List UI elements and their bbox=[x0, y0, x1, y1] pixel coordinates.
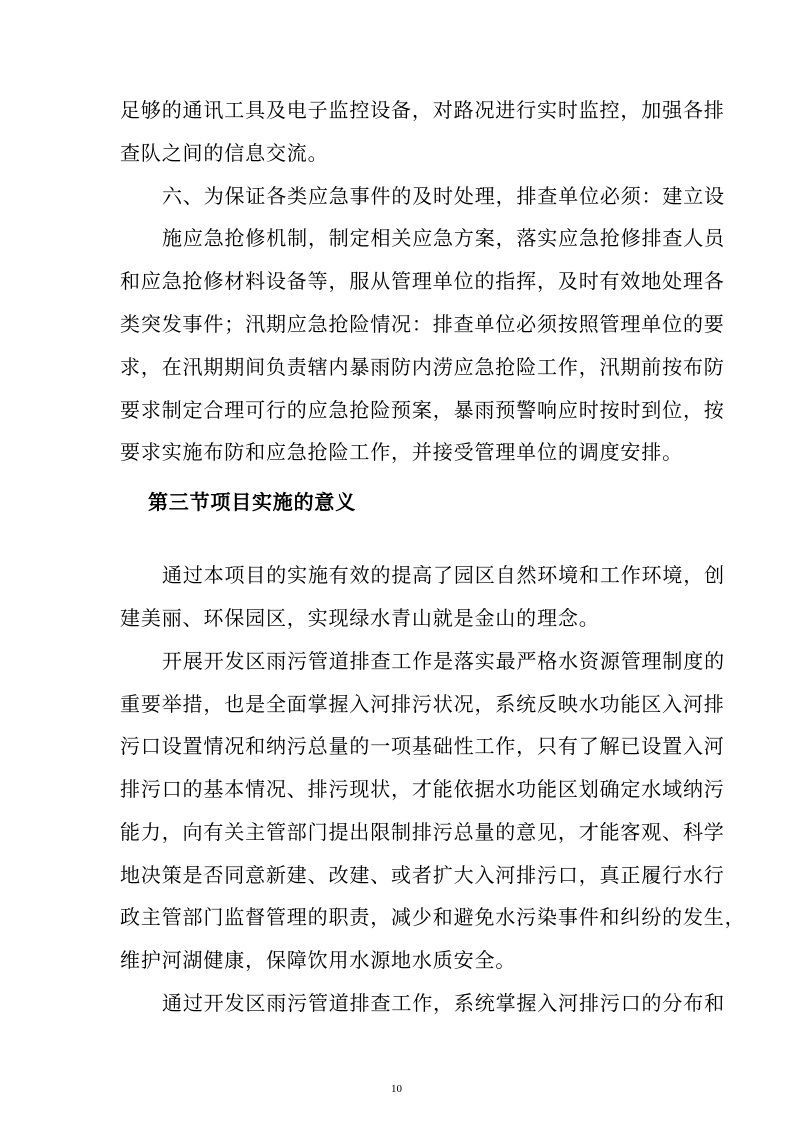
text-line: 排污口的基本情况、排污现状，才能依据水功能区划确定水域纳污 bbox=[120, 777, 725, 801]
text-line: 开展开发区雨污管道排查工作是落实最严格水资源管理制度的 bbox=[162, 649, 725, 673]
text-line: 类突发事件；汛期应急抢险情况：排查单位必须按照管理单位的要 bbox=[120, 312, 725, 336]
text-line: 能力，向有关主管部门提出限制排污总量的意见，才能客观、科学 bbox=[120, 820, 725, 844]
text-line: 要求制定合理可行的应急抢险预案，暴雨预警响应时按时到位，按 bbox=[120, 398, 725, 422]
page-number: 10 bbox=[391, 1083, 402, 1095]
text-line: 要求实施布防和应急抢险工作，并接受管理单位的调度安排。 bbox=[120, 440, 683, 464]
section-heading: 第三节项目实施的意义 bbox=[148, 490, 356, 514]
text-line: 和应急抢修材料设备等，服从管理单位的指挥，及时有效地处理各 bbox=[120, 269, 725, 293]
text-line: 通过本项目的实施有效的提高了园区自然环境和工作环境，创 bbox=[162, 563, 725, 587]
text-line: 施应急抢修机制，制定相关应急方案，落实应急抢修排查人员 bbox=[162, 226, 725, 250]
text-line: 污口设置情况和纳污总量的一项基础性工作，只有了解已设置入河 bbox=[120, 734, 725, 758]
text-line: 建美丽、环保园区，实现绿水青山就是金山的理念。 bbox=[120, 606, 600, 630]
text-line: 六、为保证各类应急事件的及时处理，排查单位必须：建立设 bbox=[162, 184, 725, 208]
text-line: 求，在汛期期间负责辖内暴雨防内涝应急抢险工作，汛期前按布防 bbox=[120, 355, 725, 379]
text-line: 重要举措，也是全面掌握入河排污状况，系统反映水功能区入河排 bbox=[120, 692, 725, 716]
text-line: 维护河湖健康，保障饮用水源地水质安全。 bbox=[120, 948, 517, 972]
text-line: 足够的通讯工具及电子监控设备，对路况进行实时监控，加强各排 bbox=[120, 98, 725, 122]
text-line: 查队之间的信息交流。 bbox=[120, 141, 329, 165]
text-line: 通过开发区雨污管道排查工作，系统掌握入河排污口的分布和 bbox=[162, 991, 725, 1015]
text-line: 政主管部门监督管理的职责，减少和避免水污染事件和纠纷的发生， bbox=[120, 905, 746, 929]
text-line: 地决策是否同意新建、改建、或者扩大入河排污口，真正履行水行 bbox=[120, 863, 725, 887]
